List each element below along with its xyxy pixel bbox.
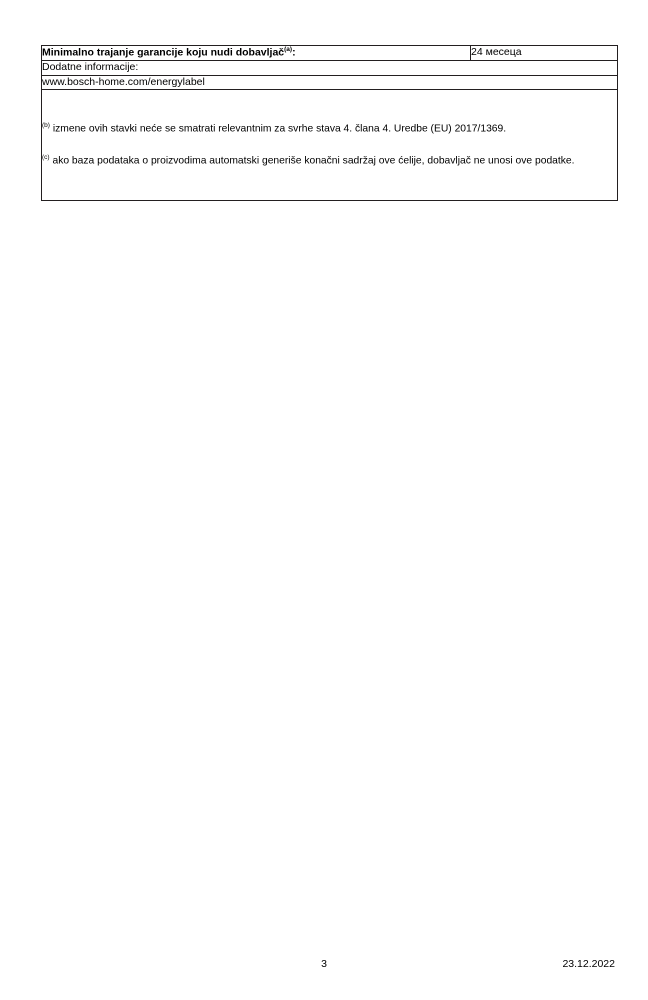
warranty-label-marker: (a) — [284, 46, 293, 53]
footnote-c-marker: (c) — [42, 154, 50, 162]
table-row-link — [42, 75, 618, 90]
notes-cell — [42, 90, 618, 201]
warranty-label-cell — [42, 46, 471, 61]
footer-date: 23.12.2022 — [562, 958, 615, 970]
warranty-value-cell: 24 месеца — [471, 46, 618, 61]
table-row-additional-info — [42, 61, 618, 76]
warranty-label-suffix: : — [292, 46, 296, 59]
additional-info-label-cell: Dodatne informacije: — [42, 61, 618, 76]
table-row-notes — [42, 90, 618, 201]
warranty-label-text: Minimalno trajanje garancije koju nudi dobavljač — [42, 46, 285, 59]
footnote-b-text: izmene ovih stavki neće se smatrati relevantnim za svrhe stava 4. člana 4. Uredbe (EU) 2017/1369. — [52, 123, 507, 135]
footnote-b — [42, 121, 617, 137]
footnote-c-text: ako baza podataka o proizvodima automatski generiše konačni sadržaj ove ćelije, dobavljač ne unosi ove podatke. — [52, 155, 575, 167]
energylabel-link-cell[interactable]: www.bosch-home.com/energylabel — [42, 75, 618, 90]
product-information-table — [41, 45, 618, 201]
table-row-warranty — [42, 46, 618, 61]
footnote-c — [42, 153, 617, 169]
footnote-b-marker: (b) — [42, 122, 50, 130]
page-number: 3 — [321, 958, 327, 970]
